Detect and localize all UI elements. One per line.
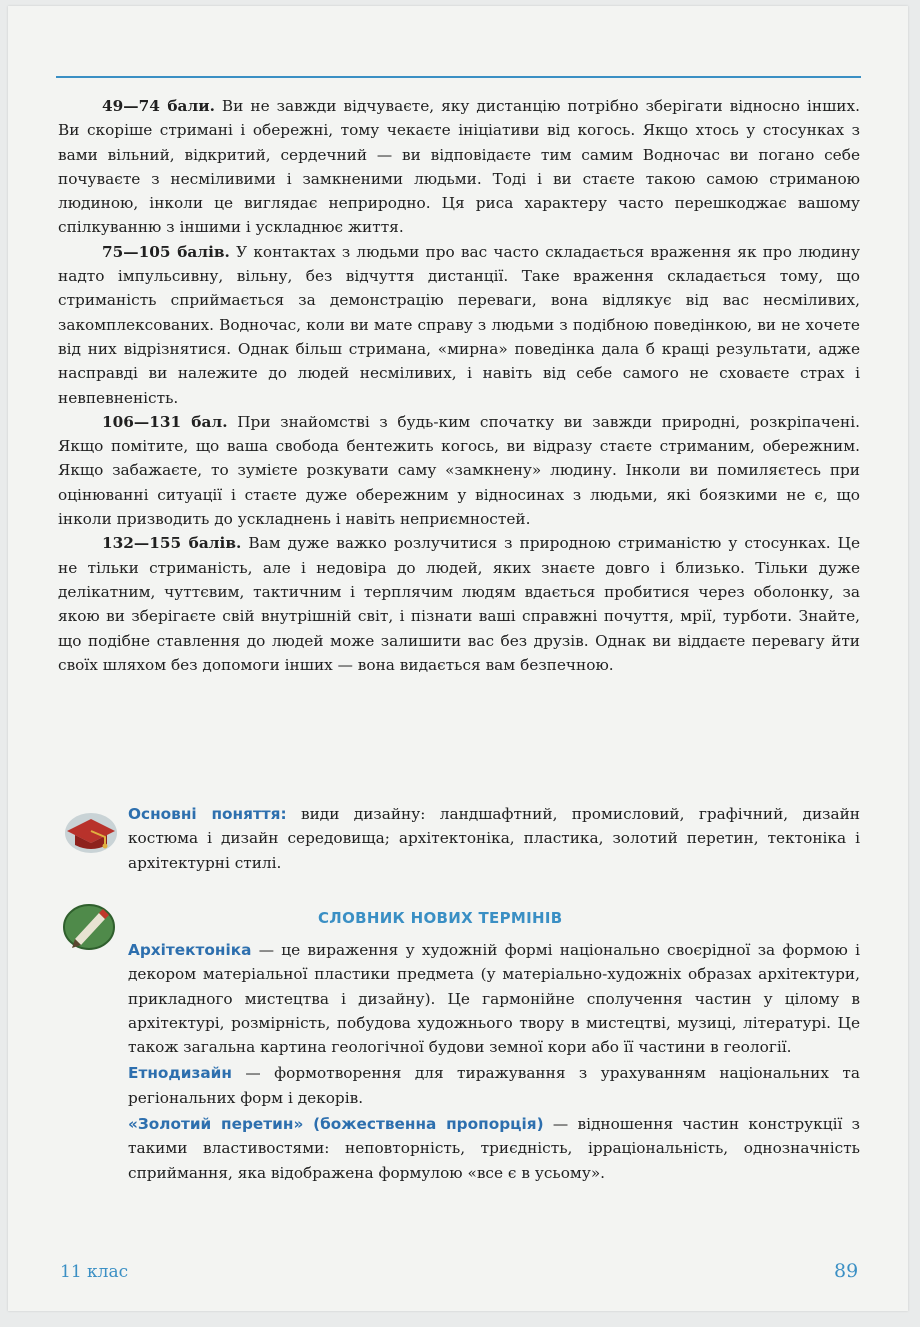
score-range: 75—105 балів. [102, 242, 230, 261]
grade-label: 11 клас [60, 1262, 129, 1282]
score-range: 132—155 балів. [102, 534, 242, 553]
score-paragraph [58, 531, 860, 677]
page-number: 89 [834, 1260, 859, 1282]
glossary-definition: — це вираження у художній формі національно своєрідної за формою і декором матеріальної пластики предмета (у матеріально-художніх образах архітектури, прикладного мистецтва і дизайну). Це гармонійне сполучення частин у цілому в архітектурі, розмірність, побудова художнього твору в мистецтві, музиці, літературі. Це також загальна картина геологічної будови земної кори або її частини в геології. [128, 941, 860, 1057]
key-concepts-text: види дизайну: ландшафтний, промисловий, графічний, дизайн костюма і дизайн середовища; архітектоніка, пластика, золотий перетин, тектоніка і архітектурні стилі. [128, 805, 861, 872]
key-concepts-label: Основні поняття: [128, 805, 287, 823]
score-range: 49—74 бали. [102, 97, 215, 115]
score-range: 106—131 бал. [102, 412, 228, 431]
glossary-definition: — відношення частин конструкції з такими властивостями: неповторність, триєдність, ірраціональність, однозначність сприймання, яка відображена формулою «все є в усьому». [128, 1115, 860, 1182]
glossary-entry [128, 1112, 860, 1185]
pencil-icon [61, 899, 117, 951]
glossary-entry [128, 938, 860, 1059]
score-text: У контактах з людьми про вас часто складається враження як про людину надто імпульсивну, вільну, без відчуття дистанції. Таке враження складається тому, що стриманість сприймається за демонстрацію переваги, вона відлякує від вас несміливих, закомплексованих. Водночас, коли ви мате справу з людьми з подібною поведінкою, ви не хочете від них відрізнятися. Однак більш стримана, «мирна» поведінка дала б кращі результати, адже насправді ви належите до людей несміливих, і навіть від себе самого не сховаєте страх і невпевненість. [58, 242, 860, 407]
glossary-definition: — формотворення для тиражування з урахуванням національних та регіональних форм і декорів. [128, 1064, 860, 1107]
glossary-term: Етнодизайн [128, 1064, 232, 1083]
score-paragraph [58, 94, 860, 240]
score-descriptions [58, 94, 860, 677]
graduation-cap-icon [61, 807, 119, 855]
glossary-term: «Золотий перетин» (божественна пропорція) [128, 1115, 544, 1134]
score-text: Ви не завжди відчуваєте, яку дистанцію потрібно зберігати відносно інших. Ви скоріше стримані і обережні, тому чекаєте ініціативи від когось. Якщо хтось у стосунках з вами вільний, відкритий, сердечний — ви відповідаєте тим самим Водночас ви погано себе почуваєте з несміливими і замкненими людьми. Тоді і ви стаєте такою самою стриманою людиною, інколи це виглядає неприродно. Ця риса характеру часто перешкоджає вашому спілкуванню з іншими і ускладнює життя. [58, 97, 860, 237]
score-text: При знайомстві з будь-ким спочатку ви завжди природні, розкріпачені. Якщо помітите, що ваша свобода бентежить когось, ви відразу стаєте стриманим, обережним. Якщо забажаєте, то зумієте розкувати саму «замкнену» людину. Інколи ви помиляєтесь при оцінюванні ситуації і стаєте дуже обережним у відносинах з людьми, які боязкими не є, що інколи призводить до ускладнень і навіть неприємностей. [58, 412, 860, 529]
glossary-entry [128, 1061, 860, 1110]
score-paragraph [58, 410, 860, 531]
key-concepts [128, 802, 860, 875]
score-text: Вам дуже важко розлучитися з природною стриманістю у стосунках. Це не тільки стриманість, але і недовіра до людей, яких знаєте довго і близько. Тільки дуже делікатним, чуттєвим, тактичним і терплячим людям вдається пробитися через оболонку, за якою ви зберігаєте свій внутрішній світ, і пізнати ваші справжні почуття, мрії, турботи. Знайте, що подібне ставлення до людей може залишити вас без друзів. Однак ви віддаєте перевагу йти своїх шляхом без допомоги інших — вона видається вам безпечною. [58, 534, 860, 674]
book-page [8, 6, 908, 1311]
glossary-term: Архітектоніка [128, 941, 252, 959]
glossary-title: СЛОВНИК НОВИХ ТЕРМІНІВ [318, 909, 563, 927]
top-rule [56, 76, 861, 78]
glossary [128, 938, 860, 1187]
score-paragraph [58, 240, 860, 410]
